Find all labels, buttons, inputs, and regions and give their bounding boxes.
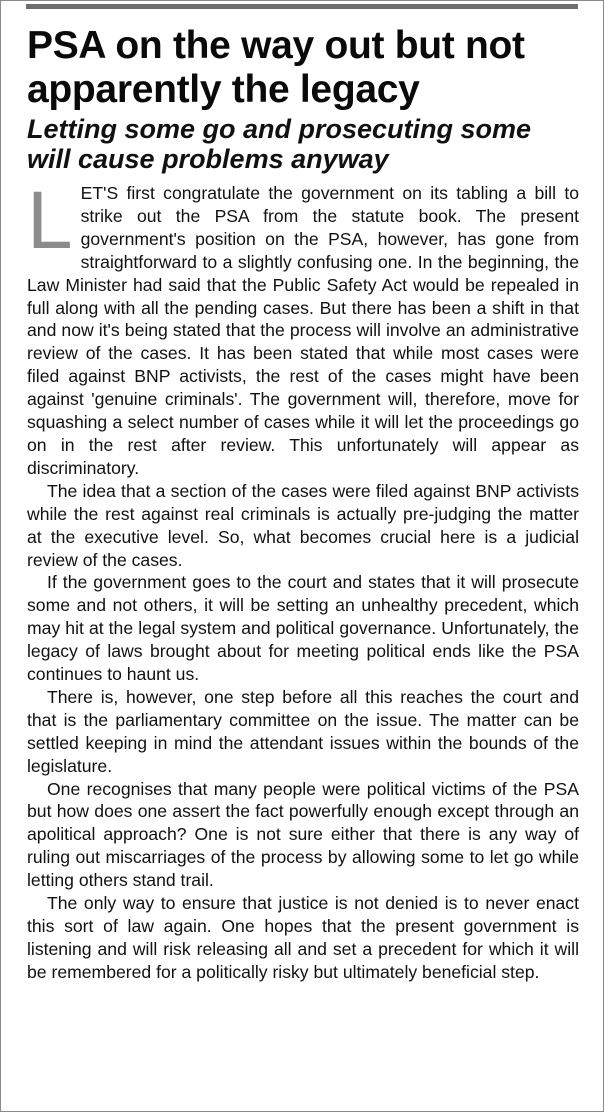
editorial-article: [27, 24, 579, 984]
article-body: [27, 175, 579, 984]
paragraph-2: The idea that a section of the cases were filed against BNP activists while the rest against real criminals is actually pre-judging the matter at the executive level. So, what becomes crucial here is a judicial review of the cases.: [27, 480, 579, 570]
paragraph-3: If the government goes to the court and states that it will prosecute some and not others, it will be setting an unhealthy precedent, which may hit at the legal system and political governance. Unfortunately, the legacy of laws brought about for meeting political ends like the PSA continues to haunt us.: [27, 572, 579, 685]
drop-cap: L: [27, 175, 73, 266]
paragraph-1-text: ET'S first congratulate the government on its tabling a bill to strike out the PSA from the statute book. The present government's position on the PSA, however, has gone from straightforward to a slightly confusing one. In the beginning, the Law Minister had said that the Public Safety Act would be repealed in full along with all the pending cases. But there has been a shift in that and now it's being stated that the process will involve an administrative review of the cases. It has been stated that while most cases were filed against BNP activists, the rest of the cases might have been against 'genuine criminals'. The government will, therefore, move for squashing a select number of cases while it will let the proceedings go on in the rest after review. This unfortunately will appear as discriminatory.: [27, 183, 579, 478]
paragraph-4: There is, however, one step before all this reaches the court and that is the parliamentary committee on the issue. The matter can be settled keeping in mind the attendant issues within the bounds of the legislature.: [27, 686, 579, 776]
top-rule: [26, 4, 578, 9]
paragraph-1: [27, 175, 579, 480]
subheadline: Letting some go and prosecuting some will cause problems anyway: [27, 114, 532, 174]
paragraph-6: The only way to ensure that justice is not denied is to never enact this sort of law again. One hopes that the present government is listening and will risk releasing all and set a precedent for which it will be remembered for a politically risky but ultimately beneficial step.: [27, 893, 579, 982]
headline: PSA on the way out but not apparently the legacy: [27, 24, 525, 111]
paragraph-5: One recognises that many people were political victims of the PSA but how does one assert the fact powerfully enough except through an apolitical approach? One is not sure either that there is any way of ruling out miscarriages of the process by allowing some to let go while letting others stand trail.: [27, 778, 579, 891]
